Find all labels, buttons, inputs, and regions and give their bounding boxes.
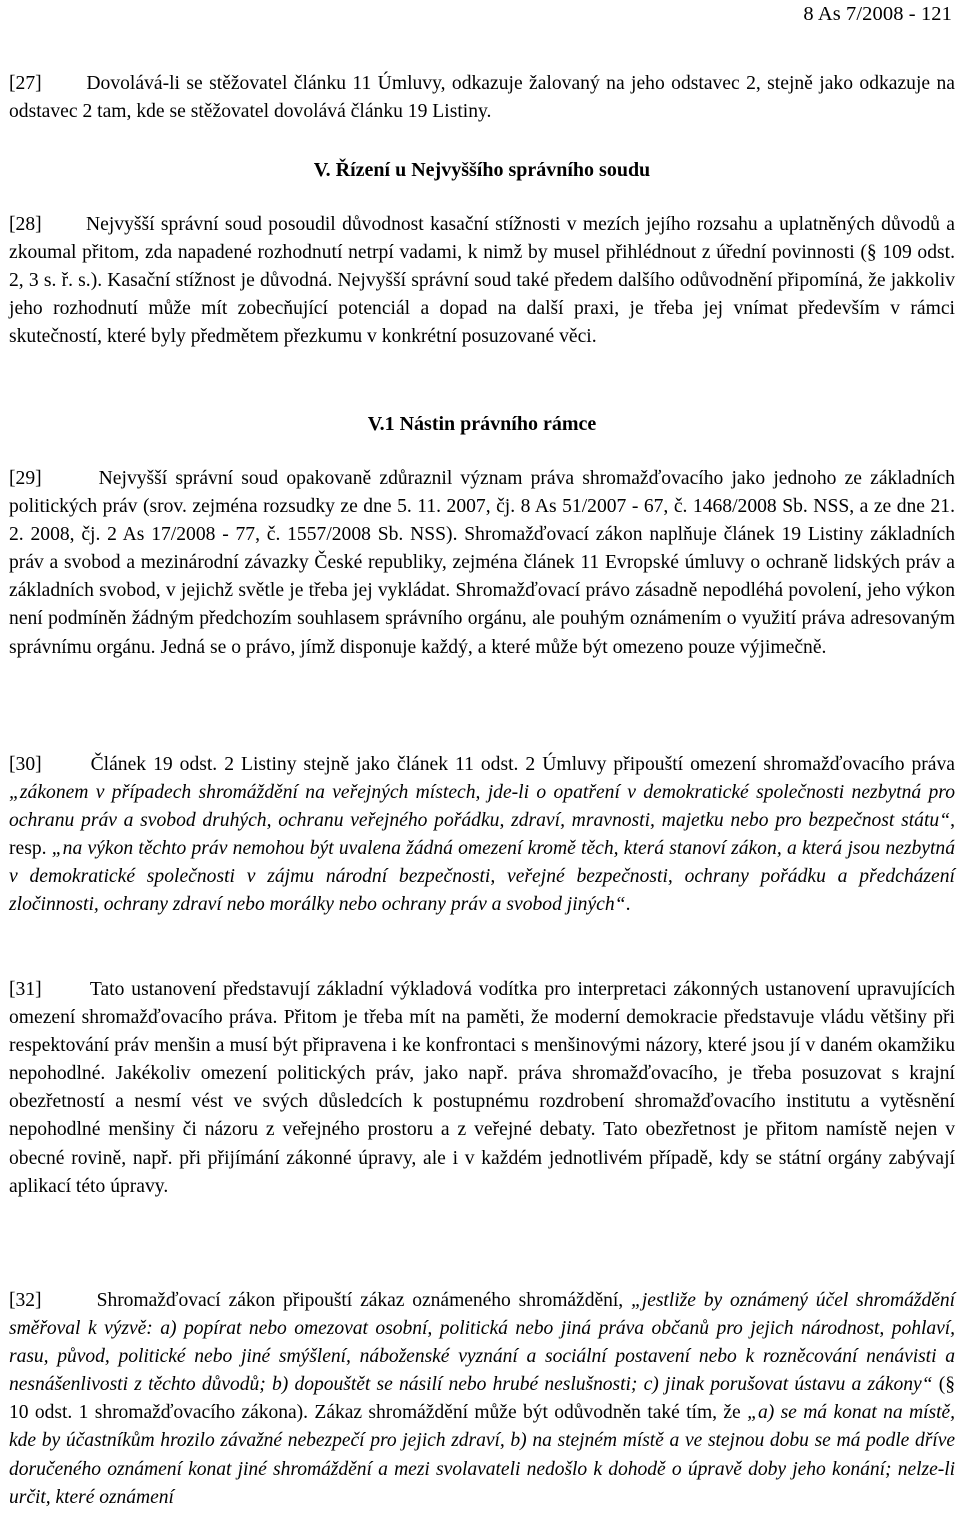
paragraph-number: [29] (9, 468, 42, 489)
paragraph-text: Nejvyšší správní soud opakovaně zdůraznil význam práva shromažďovacího jako jednoho ze základních politických práv (srov. zejména rozsudky ze dne 5. 11. 2007, čj. 8 As 51/2007 - 67, č. 1468/2008 Sb. NSS, a ze dne 21. 2. 2008, čj. 2 As 17/2008 - 77, č. 1557/2008 Sb. NSS). Shromažďovací zákon naplňuje článek 19 Listiny základních práv a svobod a mezinárodní závazky České republiky, zejména článek 11 Evropské úmluvy o ochraně lidských práv a základních svobod, v jejichž světle je třeba jej vykládat. Shromažďovací právo zásadně nepodléhá povolení, jeho výkon není podmíněn žádným předchozím souhlasem správního orgánu, ale pouhým oznámením o využití práva adresovaným správnímu orgánu. Jedná se o právo, jímž disponuje každý, a které může být omezeno pouze výjimečně. (9, 468, 955, 658)
paragraph-number: [30] (9, 754, 42, 775)
paragraph-text: Shromažďovací zákon připouští zákaz oznámeného shromáždění, (96, 1290, 631, 1311)
paragraph-29 (9, 465, 955, 662)
paragraph-text: Tato ustanovení představují základní výkladová vodítka pro interpretaci zákonných ustanovení upravujících omezení shromažďovacího práva. Přitom je třeba mít na paměti, že moderní demokracie představuje vládu většiny při respektování práv menšin a musí být připravena i ke konfrontaci s menšinovými názory, které jsou jí v daném okamžiku nepohodlné. Jakékoliv omezení politických práv, jako např. práva shromažďovacího, je třeba posuzovat s krajní obezřetností a nesmí vést ve svých důsledcích k postupnému rozdrobení shromažďovacího institutu a vytěsnění nepohodlné menšiny či názoru z veřejného prostoru a z veřejné debaty. Tato obezřetnost je přitom namístě nejen v obecné rovině, např. při přijímání zákonné úpravy, ale i v každém jednotlivém případě, kdy se státní orgány zabývají aplikací této úpravy. (9, 979, 956, 1197)
paragraph-number: [28] (9, 214, 42, 235)
paragraph-text: (§ 10 odst. 1 shromažďovacího zákona). Zákaz shromáždění může být odůvodněn také tím, že (9, 1374, 955, 1424)
paragraph-number: [31] (9, 979, 42, 1000)
quotation: „jestliže by oznámený účel shromáždění směřoval k výzvě: a) popírat nebo omezovat osobní, politická nebo jiná práva občanů pro jejich národnost, pohlaví, rasu, původ, politické nebo jiné smýšlení, náboženské vyznání a sociální postavení nebo k rozněcování nenávisti a nesnášenlivosti z těchto důvodů; b) dopouštět se násilí nebo hrubé neslušnosti; c) jinak porušovat ústavu a zákony“ (9, 1290, 955, 1396)
quotation: „a) se má konat na místě, kde by účastníkům hrozilo závažné nebezpečí pro jejich zdraví, b) na stejném místě a ve stejnou dobu se má podle dříve doručeného oznámení konat jiné shromáždění a mezi svolavateli nedošlo k dohodě o úpravě doby jeho konání; nelze-li určit, které oznámení (9, 1402, 955, 1508)
paragraph-text: Článek 19 odst. 2 Listiny stejně jako článek 11 odst. 2 Úmluvy připouští omezení shromažďovacího práva (90, 754, 955, 775)
paragraph-number: [32] (9, 1290, 42, 1311)
paragraph-27 (9, 70, 955, 126)
paragraph-31 (9, 976, 955, 1201)
paragraph-text: Dovolává-li se stěžovatel článku 11 Úmluvy, odkazuje žalovaný na jeho odstavec 2, stejně jako odkazuje na odstavec 2 tam, kde se stěžovatel dovolává článku 19 Listiny. (9, 73, 955, 123)
paragraph-30 (9, 751, 955, 920)
section-heading-v: V. Řízení u Nejvyššího správního soudu (313, 159, 651, 181)
paragraph-28 (9, 211, 955, 351)
paragraph-text: Nejvyšší správní soud posoudil důvodnost kasační stížnosti v mezích jejího rozsahu a uplatněných důvodů a zkoumal přitom, zda napadené rozhodnutí netrpí vadami, k nimž by musel přihlédnout z úřední povinnosti (§ 109 odst. 2, 3 s. ř. s.). Kasační stížnost je důvodná. Nejvyšší správní soud také předem dalšího odůvodnění připomíná, že jakkoliv jeho rozhodnutí může mít zobecňující potenciál a dopad na další praxi, je třeba jej vnímat především v rámci skutečností, které byly předmětem přezkumu v konkrétní posuzované věci. (9, 214, 955, 348)
quotation: „na výkon těchto práv nemohou být uvalena žádná omezení kromě těch, která stanoví zákon, a která jsou nezbytná v demokratické společnosti v zájmu národní bezpečnosti, veřejné bezpečnosti, ochrany pořádku a předcházení zločinnosti, ochrany zdraví nebo morálky nebo ochrany práv a svobod jiných“ (9, 838, 955, 916)
paragraph-32 (9, 1287, 955, 1512)
section-heading-v1: V.1 Nástin právního rámce (367, 413, 597, 435)
paragraph-number: [27] (9, 73, 42, 94)
quotation: „zákonem v případech shromáždění na veřejných místech, jde-li o opatření v demokratické společnosti nezbytná pro ochranu práv a svobod druhých, ochranu veřejného pořádku, zdraví, mravnosti, majetku nebo pro bezpečnost státu“ (9, 782, 955, 832)
paragraph-text: . (625, 894, 631, 916)
case-reference-header: 8 As 7/2008 - 121 (803, 3, 952, 25)
paragraph-text: , resp. (9, 810, 955, 860)
